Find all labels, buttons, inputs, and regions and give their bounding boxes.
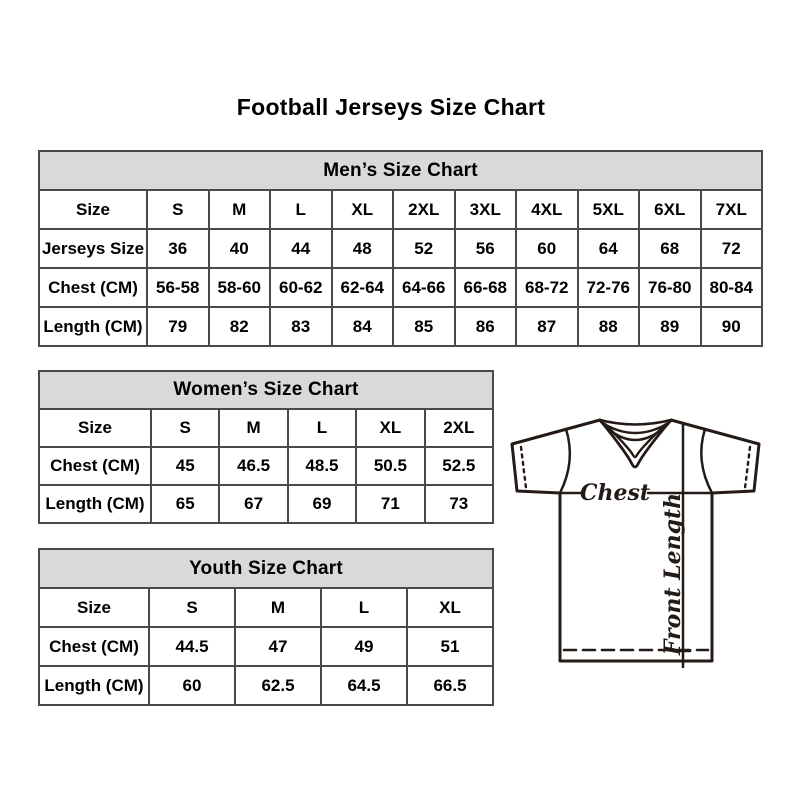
front-length-label: Front Length (660, 492, 686, 656)
size-cell: 64.5 (321, 666, 407, 705)
size-cell: 85 (393, 307, 455, 346)
size-cell: 44.5 (149, 627, 235, 666)
size-cell: 73 (425, 485, 493, 523)
size-cell: 52.5 (425, 447, 493, 485)
size-cell: S (151, 409, 219, 447)
size-cell: 44 (270, 229, 332, 268)
table-title: Men’s Size Chart (39, 151, 762, 190)
row-label: Chest (CM) (39, 447, 151, 485)
table-row (39, 268, 762, 307)
table-row (39, 190, 762, 229)
size-cell: 7XL (701, 190, 763, 229)
size-cell: S (147, 190, 209, 229)
size-cell: 88 (578, 307, 640, 346)
size-cell: M (219, 409, 287, 447)
size-cell: L (321, 588, 407, 627)
row-label: Length (CM) (39, 307, 147, 346)
row-label: Length (CM) (39, 666, 149, 705)
size-cell: 3XL (455, 190, 517, 229)
table-row (39, 666, 493, 705)
size-cell: XL (332, 190, 394, 229)
size-cell: 87 (516, 307, 578, 346)
left-cuff-dotted-line (521, 447, 526, 488)
size-cell: 83 (270, 307, 332, 346)
size-cell: 49 (321, 627, 407, 666)
size-cell: 46.5 (219, 447, 287, 485)
table-row (39, 485, 493, 523)
table-row (39, 409, 493, 447)
size-cell: 2XL (393, 190, 455, 229)
row-label: Size (39, 409, 151, 447)
size-cell: 62-64 (332, 268, 394, 307)
size-cell: 58-60 (209, 268, 271, 307)
size-cell: 89 (639, 307, 701, 346)
size-cell: 2XL (425, 409, 493, 447)
row-label: Chest (CM) (39, 268, 147, 307)
size-cell: M (209, 190, 271, 229)
size-cell: 69 (288, 485, 356, 523)
size-cell: 68 (639, 229, 701, 268)
left-sleeve-seam (560, 429, 570, 493)
jersey-illustration (498, 398, 782, 682)
table-row (39, 229, 762, 268)
size-cell: 60 (516, 229, 578, 268)
size-cell: 62.5 (235, 666, 321, 705)
collar-top-edge (600, 420, 671, 425)
size-cell: XL (407, 588, 493, 627)
size-cell: 86 (455, 307, 517, 346)
size-cell: 4XL (516, 190, 578, 229)
size-cell: 72-76 (578, 268, 640, 307)
table-row (39, 588, 493, 627)
youth-size-table (38, 548, 494, 706)
chest-label: Chest (579, 480, 651, 506)
size-cell: 84 (332, 307, 394, 346)
table-row (39, 307, 762, 346)
size-cell: 56 (455, 229, 517, 268)
size-cell: S (149, 588, 235, 627)
size-cell: L (270, 190, 332, 229)
size-cell: 64 (578, 229, 640, 268)
right-cuff-dotted-line (745, 447, 750, 488)
size-cell: 47 (235, 627, 321, 666)
size-cell: 40 (209, 229, 271, 268)
row-label: Size (39, 588, 149, 627)
size-cell: 6XL (639, 190, 701, 229)
size-cell: 48 (332, 229, 394, 268)
size-cell: 50.5 (356, 447, 424, 485)
size-cell: 36 (147, 229, 209, 268)
size-cell: 66-68 (455, 268, 517, 307)
table-title: Women’s Size Chart (39, 371, 493, 409)
size-cell: 56-58 (147, 268, 209, 307)
table-title: Youth Size Chart (39, 549, 493, 588)
size-cell: 71 (356, 485, 424, 523)
size-cell: 64-66 (393, 268, 455, 307)
size-cell: 52 (393, 229, 455, 268)
size-cell: 80-84 (701, 268, 763, 307)
size-cell: 5XL (578, 190, 640, 229)
size-cell: 48.5 (288, 447, 356, 485)
size-cell: 90 (701, 307, 763, 346)
size-cell: L (288, 409, 356, 447)
row-label: Jerseys Size (39, 229, 147, 268)
table-row (39, 627, 493, 666)
size-cell: 60 (149, 666, 235, 705)
size-cell: 79 (147, 307, 209, 346)
jersey-measurement-diagram (498, 398, 782, 682)
size-cell: 60-62 (270, 268, 332, 307)
size-cell: 76-80 (639, 268, 701, 307)
size-cell: XL (356, 409, 424, 447)
page-title: Football Jerseys Size Chart (236, 94, 546, 120)
size-cell: 65 (151, 485, 219, 523)
womens-size-table (38, 370, 494, 524)
size-cell: 51 (407, 627, 493, 666)
table-row (39, 447, 493, 485)
row-label: Size (39, 190, 147, 229)
size-cell: 72 (701, 229, 763, 268)
mens-size-table (38, 150, 763, 347)
size-cell: 67 (219, 485, 287, 523)
size-cell: 45 (151, 447, 219, 485)
size-cell: 68-72 (516, 268, 578, 307)
row-label: Chest (CM) (39, 627, 149, 666)
size-cell: M (235, 588, 321, 627)
right-sleeve-seam (701, 429, 712, 493)
size-cell: 82 (209, 307, 271, 346)
row-label: Length (CM) (39, 485, 151, 523)
size-cell: 66.5 (407, 666, 493, 705)
